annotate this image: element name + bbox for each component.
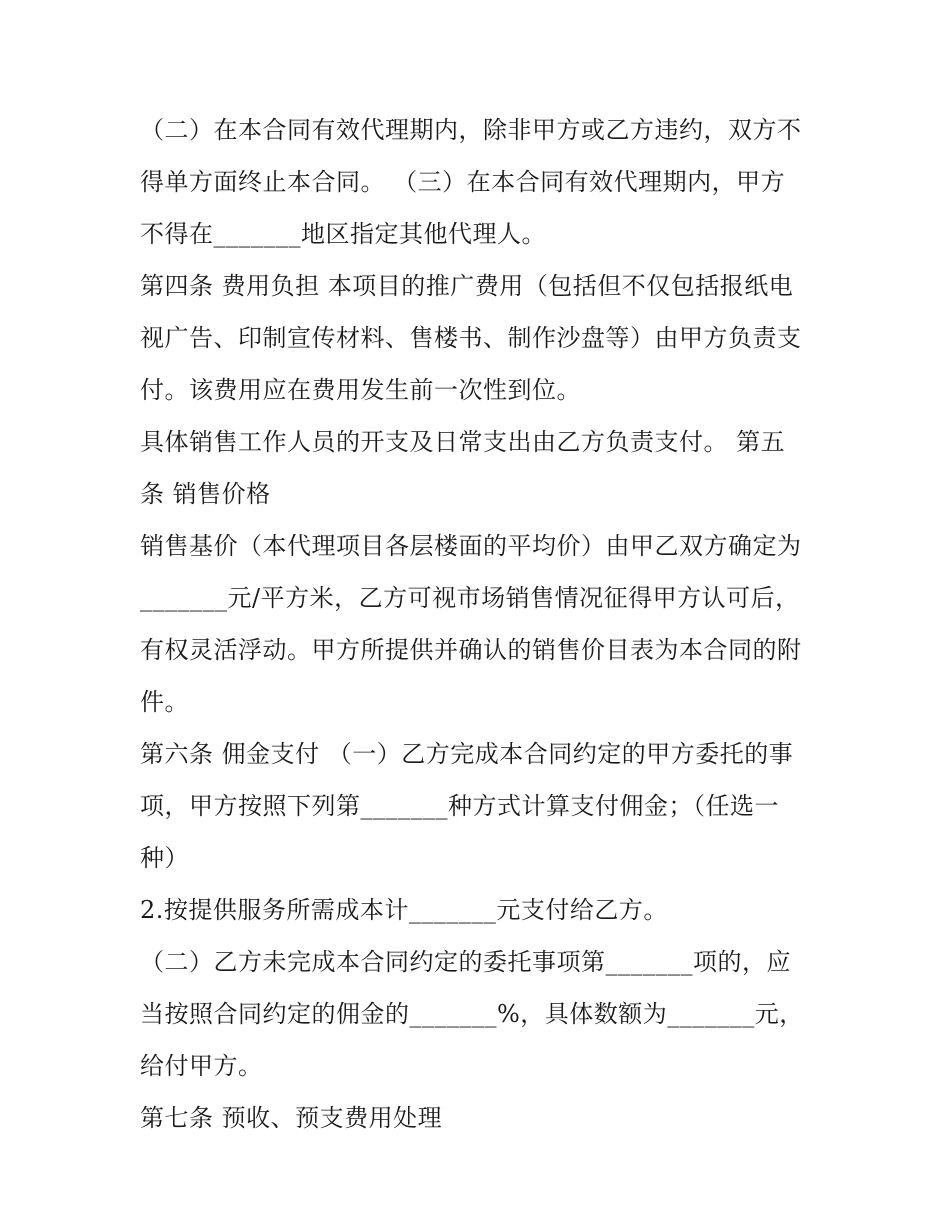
text-line: 视广告、印制宣传材料、售楼书、制作沙盘等）由甲方负责支 bbox=[140, 324, 802, 352]
text-line: 第六条 佣金支付 （一）乙方完成本合同约定的甲方委托的事 bbox=[140, 740, 794, 768]
text-line: 有权灵活浮动。甲方所提供并确认的销售价目表为本合同的附 bbox=[140, 636, 802, 664]
text-line: 件。 bbox=[140, 688, 189, 716]
text-line: 得单方面终止本合同。 （三）在本合同有效代理期内，甲方 bbox=[140, 168, 786, 196]
text-line: 2.按提供服务所需成本计_______元支付给乙方。 bbox=[140, 896, 668, 924]
text-line: 第四条 费用负担 本项目的推广费用（包括但不仅包括报纸电 bbox=[140, 272, 794, 300]
text-line: 项，甲方按照下列第_______种方式计算支付佣金；（任选一 bbox=[140, 792, 779, 820]
text-line: _______元/平方米，乙方可视市场销售情况征得甲方认可后， bbox=[140, 584, 800, 612]
text-line: 第七条 预收、预支费用处理 bbox=[140, 1104, 443, 1132]
text-line: 销售基价（本代理项目各层楼面的平均价）由甲乙双方确定为 bbox=[140, 532, 802, 560]
text-line: 具体销售工作人员的开支及日常支出由乙方负责支付。 第五 bbox=[140, 428, 786, 456]
text-line: 给付甲方。 bbox=[140, 1052, 263, 1080]
text-line: 付。该费用应在费用发生前一次性到位。 bbox=[140, 376, 581, 404]
text-line: 不得在_______地区指定其他代理人。 bbox=[140, 220, 546, 248]
text-line: （二）乙方未完成本合同约定的委托事项第_______项的，应 bbox=[140, 948, 791, 976]
text-line: 种） bbox=[140, 844, 189, 872]
text-line: （二）在本合同有效代理期内，除非甲方或乙方违约，双方不 bbox=[140, 116, 802, 144]
text-line: 当按照合同约定的佣金的_______%，具体数额为_______元， bbox=[140, 1000, 804, 1028]
document-page bbox=[140, 109, 820, 1149]
text-line: 条 销售价格 bbox=[140, 480, 271, 508]
